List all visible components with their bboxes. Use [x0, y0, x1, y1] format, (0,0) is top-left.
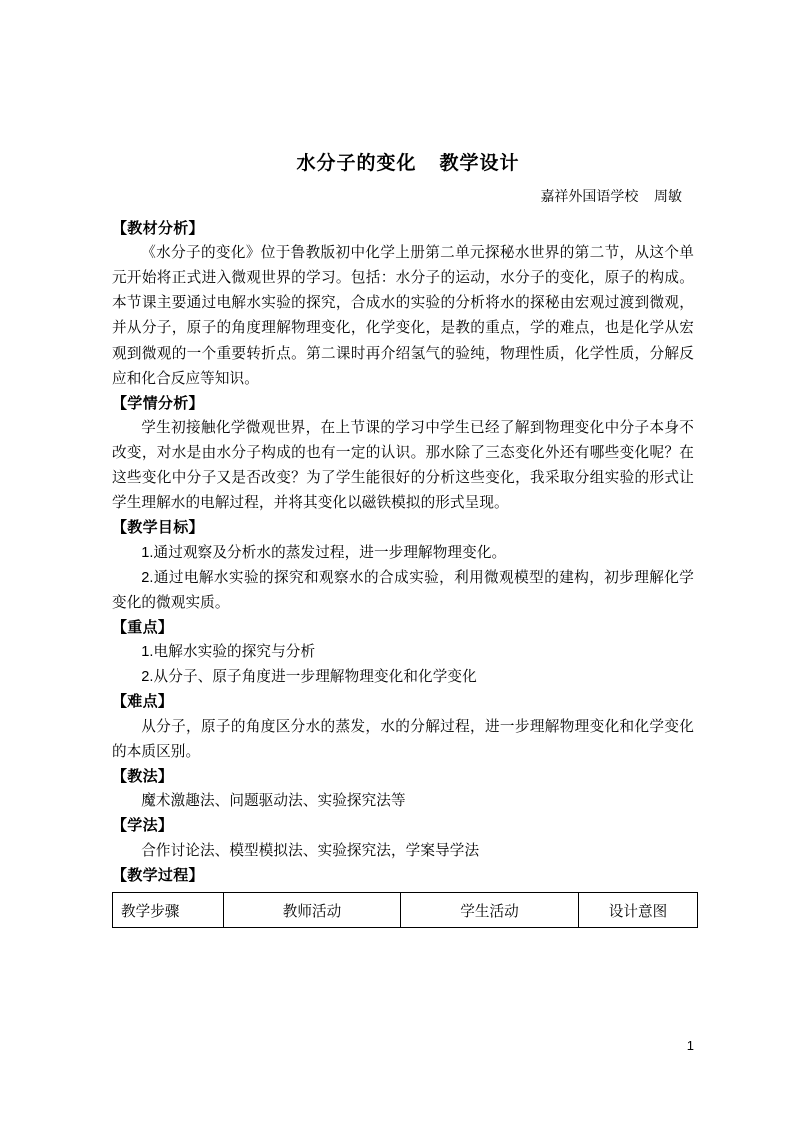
- table-header-student-activity: 学生活动: [401, 893, 579, 928]
- section-heading-textbook-analysis: 【教材分析】: [112, 220, 204, 237]
- document-body: [112, 150, 694, 928]
- page-title: 水分子的变化 教学设计: [296, 153, 520, 174]
- section-paragraph-textbook-analysis: 《水分子的变化》位于鲁教版初中化学上册第二单元探秘水世界的第二节，从这个单元开始将正式进入微观世界的学习。包括：水分子的运动，水分子的变化，原子的构成。本节课主要通过电解水实验的探究，合成水的实验的分析将水的探秘由宏观过渡到微观，并从分子，原子的角度理解物理变化，化学变化，是教的重点，学的难点，也是化学从宏观到微观的一个重要转折点。第二课时再介绍氢气的验纯，物理性质，化学性质，分解反应和化合反应等知识。: [112, 245, 694, 387]
- table-header-teacher-activity: 教师活动: [224, 893, 401, 928]
- section-heading-difficult-points: 【难点】: [112, 694, 174, 711]
- table-header-design-intent: 设计意图: [579, 893, 698, 928]
- page-number: 1: [686, 1038, 694, 1053]
- teaching-process-table: [112, 892, 698, 928]
- objective-item-2: 2.通过电解水实验的探究和观察水的合成实验，利用微观模型的建构，初步理解化学变化的微观实质。: [112, 569, 694, 611]
- table-header-teaching-steps: 教学步骤: [113, 893, 224, 928]
- section-paragraph-learning-methods: 合作讨论法、模型模拟法、实验探究法，学案导学法: [141, 842, 480, 859]
- section-heading-key-points: 【重点】: [112, 620, 174, 636]
- section-paragraph-difficult-points: 从分子，原子的角度区分水的蒸发，水的分解过程，进一步理解物理变化和化学变化的本质区别。: [112, 718, 694, 760]
- key-point-item-1: 1.电解水实验的探究与分析: [141, 644, 316, 661]
- section-heading-teaching-process: 【教学过程】: [112, 867, 204, 884]
- teaching-process-table-wrapper: [112, 892, 694, 928]
- key-point-item-2: 2.从分子、原子角度进一步理解物理变化和化学变化: [141, 669, 477, 686]
- section-paragraph-student-analysis: 学生初接触化学微观世界，在上节课的学习中学生已经了解到物理变化中分子本身不改变，对水是由水分子构成的也有一定的认识。那水除了三态变化外还有哪些变化呢？在这些变化中分子又是否改变？为了学生能很好的分析这些变化，我采取分组实验的形式让学生理解水的电解过程，并将其变化以磁铁模拟的形式呈现。: [112, 420, 694, 512]
- section-heading-learning-methods: 【学法】: [112, 818, 174, 835]
- author-byline: 嘉祥外国语学校 周敏: [540, 187, 682, 204]
- section-heading-teaching-objectives: 【教学目标】: [112, 520, 204, 537]
- table-header-row: [113, 893, 698, 928]
- section-paragraph-teaching-methods: 魔术激趣法、问题驱动法、实验探究法等: [141, 793, 406, 810]
- section-heading-teaching-methods: 【教法】: [112, 768, 174, 785]
- section-heading-student-analysis: 【学情分析】: [112, 395, 204, 412]
- objective-item-1: 1.通过观察及分析水的蒸发过程，进一步理解物理变化。: [141, 544, 507, 561]
